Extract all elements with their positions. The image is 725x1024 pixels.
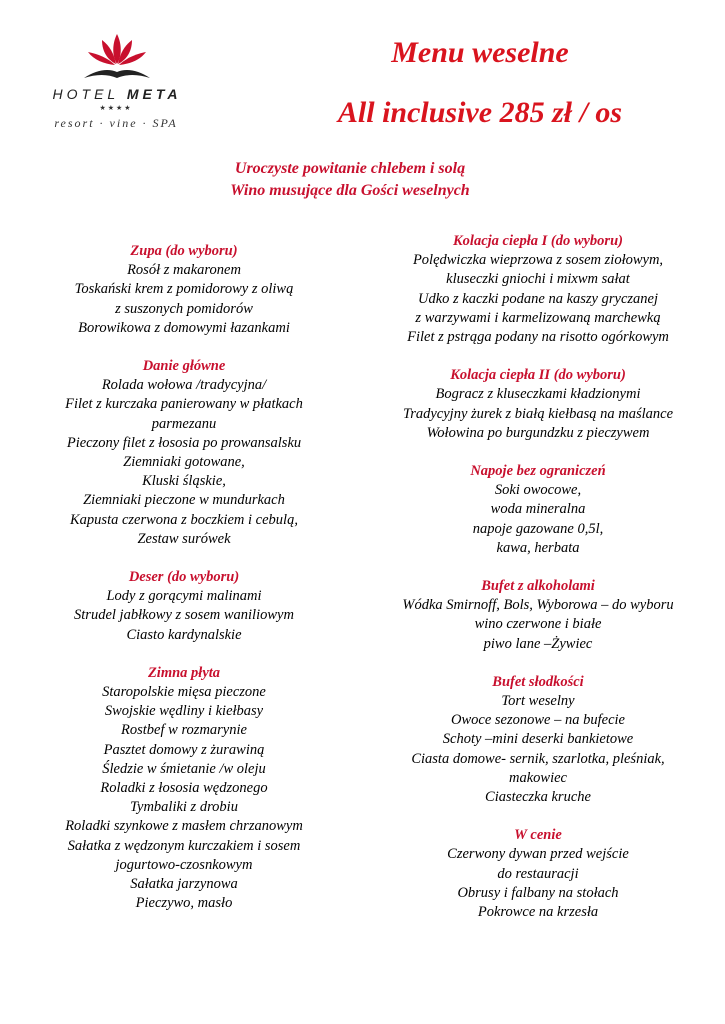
menu-section [14,664,354,914]
menu-item: Ziemniaki gotowane, [123,454,245,471]
menu-section [14,242,354,338]
menu-section [368,462,708,558]
section-title: Zupa (do wyboru) [130,243,238,259]
menu-item: kluseczki gniochi i mixwm sałat [446,271,630,288]
menu-item: z warzywami i karmelizowaną marchewką [415,309,661,326]
right-menu-column [368,232,708,941]
section-title: Napoje bez ograniczeń [470,463,606,480]
menu-item: Ciasto kardynalskie [126,626,242,643]
menu-item: piwo lane –Żywiec [483,635,593,652]
menu-section [368,366,708,443]
hotel-logo [36,30,196,140]
menu-item: Tymbaliki z drobiu [130,799,238,816]
lotus-icon [82,30,152,86]
menu-item: Sałatka jarzynowa [130,876,238,893]
menu-section [368,232,708,347]
menu-item: Pokrowce na krzesła [477,904,599,921]
menu-item: Tradycyjny żurek z białą kiełbasą na maślance [402,405,674,422]
menu-item: Tort weselny [501,693,575,710]
menu-item: Filet z pstrąga podany na risotto ogórkowym [407,329,669,346]
menu-item: Roladki szynkowe z masłem chrzanowym [65,818,303,835]
menu-item: do restauracji [497,865,579,882]
menu-item: Pasztet domowy z żurawiną [103,741,265,758]
menu-section [368,577,708,654]
menu-item: z suszonych pomidorów [115,300,253,317]
menu-item: Kapusta czerwona z boczkiem i cebulą, [70,511,298,528]
menu-item: parmezanu [151,415,217,432]
price-title: All inclusive 285 zł / os [337,96,623,129]
menu-item: kawa, herbata [496,539,580,556]
menu-item: Swojskie wędliny i kiełbasy [104,703,264,720]
section-title: Bufet słodkości [492,673,584,690]
menu-item: napoje gazowane 0,5l, [472,520,604,537]
menu-item: Rosół z makaronem [127,262,241,279]
section-title: Danie główne [142,358,226,375]
section-title: Kolacja ciepła II (do wyboru) [450,367,626,384]
menu-item: Toskański krem z pomidorowy z oliwą [74,281,294,298]
left-menu-column [14,242,354,933]
menu-section [368,673,708,807]
intro-line: Uroczyste powitanie chlebem i solą [234,160,466,177]
menu-item: Wołowina po burgundzku z pieczywem [426,424,650,441]
menu-section [14,357,354,549]
section-title: Bufet z alkoholami [481,578,595,595]
menu-item: woda mineralna [490,501,586,518]
section-title: Zimna płyta [147,664,221,681]
intro-line: Wino musujące dla Gości weselnych [230,182,470,199]
menu-item: Polędwiczka wieprzowa z sosem ziołowym, [412,252,664,269]
menu-item: Sałatka z wędzonym kurczakiem i sosem [67,837,301,854]
menu-item: Ziemniaki pieczone w mundurkach [83,492,285,509]
menu-item: Borowikowa z domowymi łazankami [78,319,290,336]
logo-hotel-text: HOTEL META [52,86,182,102]
menu-item: Schoty –mini deserki bankietowe [442,731,634,748]
menu-item: Zestaw surówek [137,530,231,547]
menu-section [14,568,354,645]
menu-item: Strudel jabłkowy z sosem waniliowym [74,607,294,624]
menu-item: Owoce sezonowe – na bufecie [451,712,625,729]
section-title: Deser (do wyboru) [128,569,240,586]
menu-item: Pieczywo, masło [135,895,233,912]
menu-item: Wódka Smirnoff, Bols, Wyborowa – do wyboru [402,597,674,614]
intro-block [150,158,550,202]
menu-item: Ciasteczka kruche [485,789,591,806]
menu-item: makowiec [509,769,567,786]
menu-item: Rostbef w rozmarynie [121,722,247,739]
logo-tagline: resort · vine · SPA [54,116,178,130]
menu-item: wino czerwone i białe [474,616,602,633]
section-title: W cenie [514,827,562,844]
section-title: Kolacja ciepła I (do wyboru) [453,233,623,249]
menu-item: Ciasta domowe- sernik, szarlotka, pleśniak, [411,750,665,767]
menu-item: Czerwony dywan przed wejście [447,846,629,863]
menu-item: Udko z kaczki podane na kaszy gryczanej [418,290,658,307]
menu-item: Lody z gorącymi malinami [106,588,262,605]
logo-stars: ★★★★ [99,104,133,112]
menu-section [368,826,708,922]
menu-item: Bogracz z kluseczkami kładzionymi [435,386,641,403]
menu-item: Śledzie w śmietanie /w oleju [102,760,266,777]
menu-item: Soki owocowe, [494,482,582,499]
menu-item: Roladki z łososia wędzonego [100,780,268,797]
menu-item: Obrusy i falbany na stołach [457,884,619,901]
menu-item: Rolada wołowa /tradycyjna/ [101,377,267,394]
menu-item: Pieczony filet z łososia po prowansalsku [66,434,302,451]
menu-item: Staropolskie mięsa pieczone [102,684,266,701]
menu-title: Menu weselne [391,36,569,69]
menu-item: Kluski śląskie, [142,473,226,490]
menu-item: Filet z kurczaka panierowany w płatkach [65,396,303,413]
menu-item: jogurtowo-czosnkowym [115,856,253,873]
